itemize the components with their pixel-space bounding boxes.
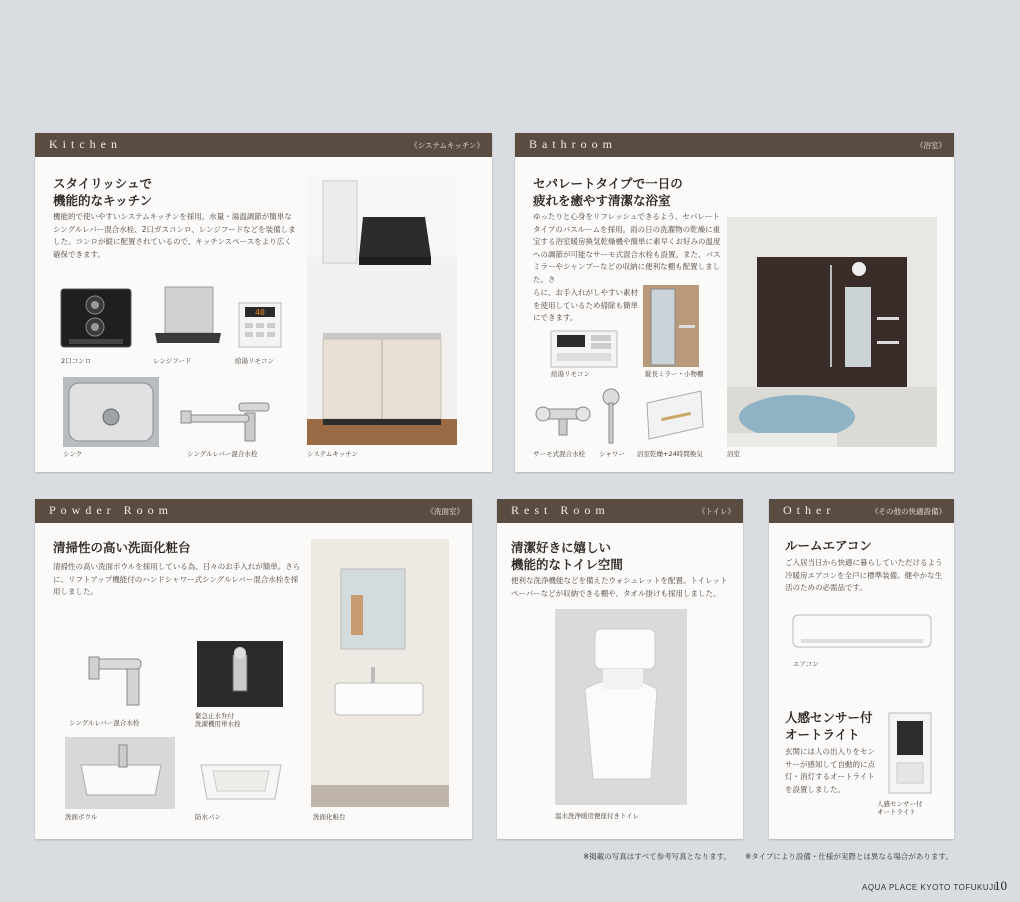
rest-room-subtitle: 《トイレ》 xyxy=(697,507,735,516)
other-header xyxy=(769,499,954,523)
bathroom-header xyxy=(515,133,954,157)
bath-dryer-photo xyxy=(641,383,707,443)
caption-air-conditioner: エアコン xyxy=(793,660,819,668)
bathroom-title: Bathroom xyxy=(529,137,617,151)
powder-room-subtitle: 《洗面室》 xyxy=(426,507,464,516)
caption-washer-tap-2: 洗濯機用単水栓 xyxy=(195,720,241,728)
powder-room-card xyxy=(35,499,472,839)
sensor-light-heading: 人感センサー付 オートライト xyxy=(785,710,873,742)
wash-bowl-photo xyxy=(65,737,175,809)
remote-display-text: 40 xyxy=(255,308,265,317)
caption-stove: 2口コンロ xyxy=(61,357,92,365)
air-conditioner-photo xyxy=(791,609,933,653)
caption-waterproof-pan: 防水パン xyxy=(195,813,221,821)
kitchen-heading: スタイリッシュで 機能的なキッチン xyxy=(53,176,153,208)
rest-room-header xyxy=(497,499,743,523)
bath-remote-photo xyxy=(549,329,619,369)
sensor-switch-photo xyxy=(885,711,935,795)
other-subtitle: 《その他の快適設備》 xyxy=(871,507,946,516)
caption-washer-tap-1: 緊急止水弁付 xyxy=(195,712,234,720)
rest-room-title: Rest Room xyxy=(511,503,610,517)
caption-wash-bowl: 洗面ボウル xyxy=(65,813,98,821)
kitchen-faucet-photo xyxy=(175,389,275,445)
bathroom-subtitle: 《浴室》 xyxy=(916,141,946,150)
waterproof-pan-photo xyxy=(195,755,287,807)
water-heater-remote-photo xyxy=(237,301,283,349)
kitchen-title: Kitchen xyxy=(49,137,122,151)
gas-stove-photo xyxy=(59,285,133,351)
rest-room-heading: 清潔好きに嬉しい 機能的なトイレ空間 xyxy=(511,540,623,572)
powder-faucet-photo xyxy=(79,645,159,711)
bathroom-heading: セパレートタイプで一日の 疲れを癒やす清潔な浴室 xyxy=(533,176,683,208)
air-conditioner-body: ご入居当日から快適に暮らしていただけるよう冷暖房エアコンを全戸に標準装備。健やかな生活のための必需品です。 xyxy=(785,558,943,593)
range-hood-photo xyxy=(151,285,223,347)
caption-bath-dryer: 浴室乾燥+24時間換気 xyxy=(637,450,703,458)
powder-room-heading: 清掃性の高い洗面化粧台 xyxy=(53,540,191,555)
kitchen-subtitle: 《システムキッチン》 xyxy=(410,141,484,150)
caption-system-kitchen: システムキッチン xyxy=(307,450,358,458)
vanity-photo xyxy=(311,539,449,807)
other-title: Other xyxy=(783,503,836,517)
caption-powder-faucet: シングルレバー混合水栓 xyxy=(69,719,140,727)
sink-photo xyxy=(63,377,159,447)
caption-bath-remote: 給湯リモコン xyxy=(551,370,590,378)
footnote-photos: ※掲載の写真はすべて参考写真となります。 xyxy=(583,852,732,861)
bathroom-body-2: らに、お手入れがしやすい素材を使用しているため掃除も簡単にできます。 xyxy=(533,288,638,323)
kitchen-header xyxy=(35,133,492,157)
air-conditioner-heading: ルームエアコン xyxy=(785,538,872,553)
bathroom-card xyxy=(515,133,954,472)
sensor-light-body: 玄関には人の出入りをセンサーが感知して自動的に点灯・消灯するオートライトを設置しました。 xyxy=(785,747,875,794)
bathroom-body-1: ゆったりと心身をリフレッシュできるよう、セパレートタイプのバスルームを採用。雨の日の洗濯物の乾燥に重宝する浴室暖房換気乾燥機や簡単に素早くお好みの温度への調節が可能なサーモ式混合水栓も設置。また、バスミラーやシャンプーなどの収納に便利な棚も配置しました。さ xyxy=(533,212,721,284)
system-kitchen-photo xyxy=(307,177,457,445)
powder-room-title: Powder Room xyxy=(49,503,173,517)
washer-tap-photo xyxy=(197,641,283,707)
toilet-photo xyxy=(555,609,687,805)
caption-toilet: 温水洗浄暖房便座付きトイレ xyxy=(555,812,640,820)
shower-photo xyxy=(599,385,625,447)
kitchen-body: 機能的で使いやすいシステムキッチンを採用。水量・湯温調節が簡単なシングルレバー混合水栓、2口ガスコンロ、レンジフードなどを装備しました。コンロが縦に配置されているので、キッチンスペースをより広く確保できます。 xyxy=(53,212,296,259)
bathroom-photo xyxy=(727,217,937,447)
powder-room-header xyxy=(35,499,472,523)
caption-kitchen-faucet: シングルレバー混合水栓 xyxy=(187,450,258,458)
caption-remote: 給湯リモコン xyxy=(235,357,274,365)
caption-thermo-faucet: サーモ式混合水栓 xyxy=(533,450,585,458)
brand-name: AQUA PLACE KYOTO TOFUKUJI xyxy=(862,883,997,892)
caption-sensor-2: オートライト xyxy=(877,808,916,816)
caption-sensor-1: 人感センサー付 xyxy=(877,800,923,808)
mirror-shelf-photo xyxy=(643,285,699,367)
caption-mirror: 縦長ミラー・小物棚 xyxy=(645,370,704,378)
thermo-faucet-photo xyxy=(533,389,593,445)
caption-range-hood: レンジフード xyxy=(153,357,192,365)
caption-vanity: 洗面化粧台 xyxy=(313,813,346,821)
page-number: 10 xyxy=(994,878,1007,893)
caption-bathroom: 浴室 xyxy=(727,450,740,458)
rest-room-body: 便利な洗浄機能などを備えたウォシュレットを配置。トイレットペーパーなどが収納できる棚や、タオル掛けも採用しました。 xyxy=(511,576,728,598)
rest-room-card xyxy=(497,499,743,839)
caption-shower: シャワー xyxy=(599,450,625,458)
kitchen-card xyxy=(35,133,492,472)
caption-sink: シンク xyxy=(63,450,83,458)
powder-room-body: 清掃性の高い洗面ボウルを採用している為、日々のお手入れが簡単。さらに、リフトアップ機能付のハンドシャワー式シングルレバー混合水栓を採用しました。 xyxy=(53,562,301,597)
footnote-types: ※タイプにより設備・仕様が実際とは異なる場合があります。 xyxy=(745,852,953,861)
other-card xyxy=(769,499,954,839)
